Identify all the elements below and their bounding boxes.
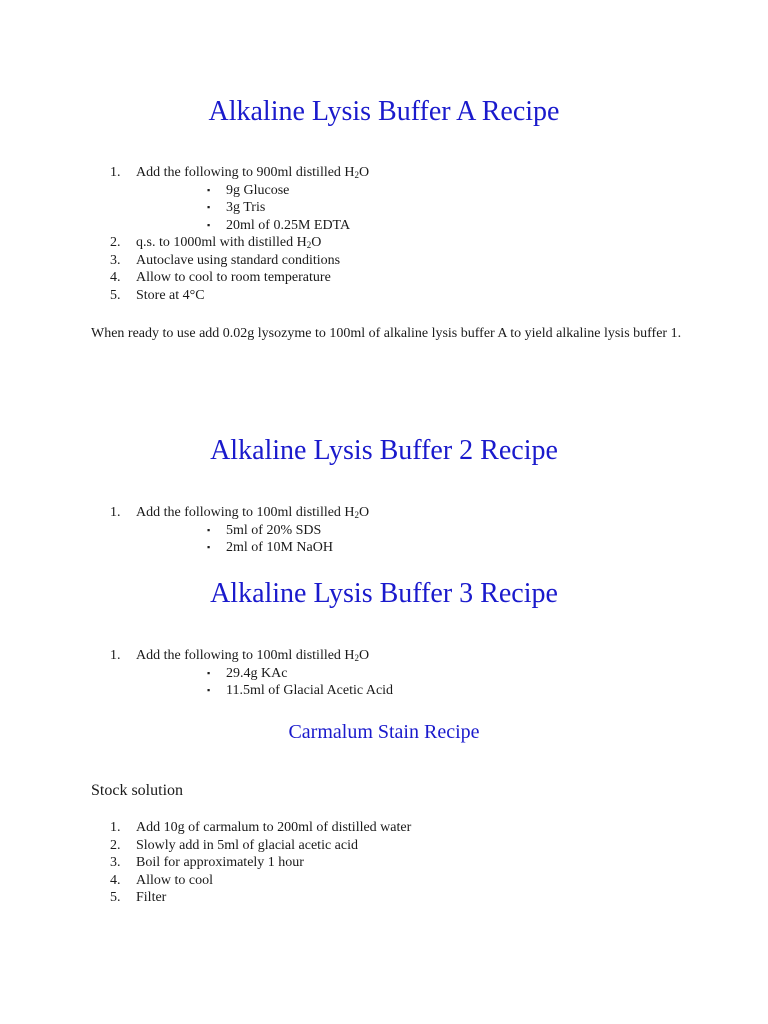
step-number: 5. bbox=[110, 287, 121, 303]
step-number: 4. bbox=[110, 872, 121, 888]
step-text: Add the following to 900ml distilled $H_2O$ bbox=[136, 165, 370, 180]
bullet-icon: ▪ bbox=[207, 202, 211, 212]
ingredient-text: 2ml of 10M NaOH bbox=[226, 540, 333, 555]
step-number: 2. bbox=[110, 235, 121, 250]
bullet-icon: ▪ bbox=[207, 667, 211, 678]
step-number: 4. bbox=[110, 270, 121, 285]
step-number: 1. bbox=[110, 505, 121, 520]
step-text: Allow to cool bbox=[136, 872, 213, 888]
step-number: 3. bbox=[110, 252, 121, 268]
ingredient-text: 11.5ml of Glacial Acetic Acid bbox=[226, 683, 394, 698]
bullet-icon: ▪ bbox=[207, 542, 211, 552]
step-text: Add the following to 100ml distilled $H_2O$ bbox=[136, 648, 370, 663]
stock-solution-heading: Stock solution bbox=[91, 782, 184, 799]
buffer-a-title: Alkaline Lysis Buffer A Recipe bbox=[208, 96, 560, 127]
step-text: Store at 4°C bbox=[136, 287, 205, 303]
ingredient-text: 20ml of 0.25M EDTA bbox=[226, 217, 351, 233]
bullet-icon: ▪ bbox=[207, 184, 211, 195]
step-text: Boil for approximately 1 hour bbox=[136, 855, 304, 870]
step-text: Add the following to 100ml distilled $H_2O$ bbox=[136, 505, 370, 520]
ingredient-text: 3g Tris bbox=[226, 200, 266, 215]
carmalum-title: Carmalum Stain Recipe bbox=[288, 721, 480, 743]
step-text: Slowly add in 5ml of glacial acetic acid bbox=[136, 837, 358, 853]
step-number: 3. bbox=[110, 855, 121, 870]
step-number: 2. bbox=[110, 837, 121, 853]
step-number: 1. bbox=[110, 648, 121, 663]
buffer-3-title: Alkaline Lysis Buffer 3 Recipe bbox=[210, 578, 558, 609]
step-text: Allow to cool to room temperature bbox=[136, 270, 331, 285]
bullet-icon: ▪ bbox=[207, 219, 211, 230]
ingredient-text: 5ml of 20% SDS bbox=[226, 522, 322, 538]
ingredient-text: 9g Glucose bbox=[226, 182, 290, 198]
bullet-icon: ▪ bbox=[207, 685, 211, 695]
step-text: q.s. to 1000ml with distilled $H_2O$ bbox=[136, 235, 322, 250]
step-number: 1. bbox=[110, 820, 121, 835]
bullet-icon: ▪ bbox=[207, 524, 211, 535]
step-number: 5. bbox=[110, 890, 121, 905]
step-text: Autoclave using standard conditions bbox=[136, 252, 341, 268]
step-text: Add 10g of carmalum to 200ml of distilled water bbox=[136, 820, 412, 835]
step-text: Filter bbox=[136, 890, 167, 905]
ingredient-text: 29.4g KAc bbox=[226, 665, 288, 681]
lysozyme-note: When ready to use add 0.02g lysozyme to 100ml of alkaline lysis buffer A to yield alkaline lysis buffer 1. bbox=[91, 326, 682, 341]
buffer-2-title: Alkaline Lysis Buffer 2 Recipe bbox=[210, 435, 558, 466]
step-number: 1. bbox=[110, 165, 121, 180]
